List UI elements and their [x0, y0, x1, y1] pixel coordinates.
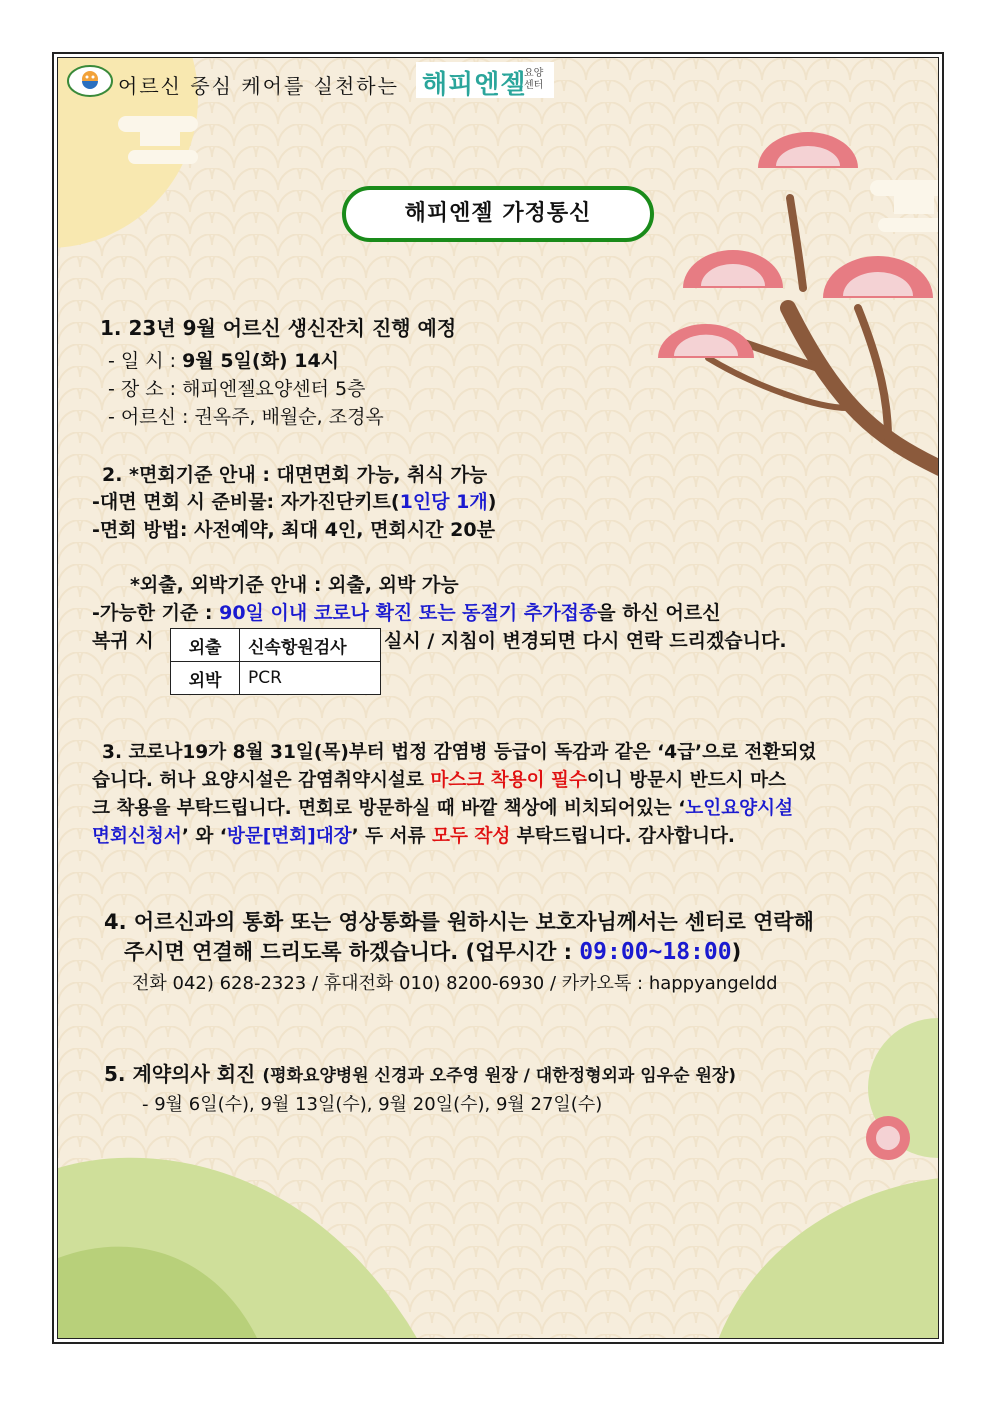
section-2-criteria-line: -가능한 기준 : 90일 이내 코로나 확진 또는 동절기 추가접종을 하신 어르신 — [92, 602, 721, 624]
section-1-heading: 1. 23년 9월 어르신 생신잔치 진행 예정 — [100, 316, 457, 340]
section-1-people-line: - 어르신 : 권옥주, 배월순, 조경옥 — [108, 406, 384, 428]
section-5-heading: 5. 계약의사 회진 (평화요양병원 신경과 오주영 원장 / 대한정형외과 임우순 원장) — [104, 1062, 737, 1086]
outing-test-table — [170, 628, 381, 695]
section-3-line-4: 면회신청서’ 와 ‘방문[면회]대장’ 두 서류 모두 작성 부탁드립니다. 감사합니다. — [92, 826, 735, 847]
brand-name: 해피엔젤 — [422, 70, 527, 100]
section-4-line-1: 4. 어르신과의 통화 또는 영상통화를 원하시는 보호자님께서는 센터로 연락해 — [104, 910, 814, 934]
table-cell: 신속항원검사 — [240, 629, 381, 662]
section-2-outing-heading: *외출, 외박기준 안내 : 외출, 외박 가능 — [130, 574, 459, 596]
section-2-method-line: -면회 방법: 사전예약, 최대 4인, 면회시간 20분 — [92, 519, 495, 541]
organization-logo-icon — [66, 64, 114, 98]
section-1-place-line: - 장 소 : 해피엔젤요양센터 5층 — [108, 378, 366, 400]
section-5-dates: - 9월 6일(수), 9월 13일(수), 9월 20일(수), 9월 27일(수) — [142, 1094, 603, 1115]
section-4-line-2: 주시면 연결해 드리도록 하겠습니다. (업무시간 : 09:00~18:00) — [124, 939, 742, 965]
section-3-line-3: 크 착용을 부탁드립니다. 면회로 방문하실 때 바깥 책상에 비치되어있는 ‘노인요양시설 — [92, 798, 794, 819]
brand-sub: 요양 센터 — [524, 68, 544, 91]
section-2-return-label: 복귀 시 — [92, 630, 154, 652]
header-tagline: 어르신 중심 케어를 실천하는 — [118, 74, 399, 98]
document-frame — [57, 57, 939, 1339]
section-3-line-1: 3. 코로나19가 8월 31일(목)부터 법정 감염병 등급이 독감과 같은 ‘4급’으로 전환되었 — [102, 742, 817, 763]
section-2-return-line: 실시 / 지침이 변경되면 다시 연락 드리겠습니다. — [384, 630, 787, 652]
brand-logo — [416, 62, 554, 98]
section-2-supplies-line: -대면 면회 시 준비물: 자가진단키트(1인당 1개) — [92, 491, 497, 513]
table-row — [171, 662, 381, 695]
section-1-date-line: - 일 시 : 9월 5일(화) 14시 — [108, 350, 340, 372]
table-cell: 외박 — [171, 662, 240, 695]
section-3-line-2: 습니다. 허나 요양시설은 감염취약시설로 마스크 착용이 필수이니 방문시 반드시 마스 — [92, 770, 786, 791]
section-2-heading: 2. *면회기준 안내 : 대면면회 가능, 취식 가능 — [102, 464, 488, 486]
section-4-contact-line: 전화 042) 628-2323 / 휴대전화 010) 8200-6930 / 카카오톡 : happyangeldd — [132, 973, 778, 994]
table-cell: 외출 — [171, 629, 240, 662]
table-row — [171, 629, 381, 662]
page-title: 해피엔젤 가정통신 — [342, 186, 654, 242]
table-cell: PCR — [240, 662, 381, 695]
